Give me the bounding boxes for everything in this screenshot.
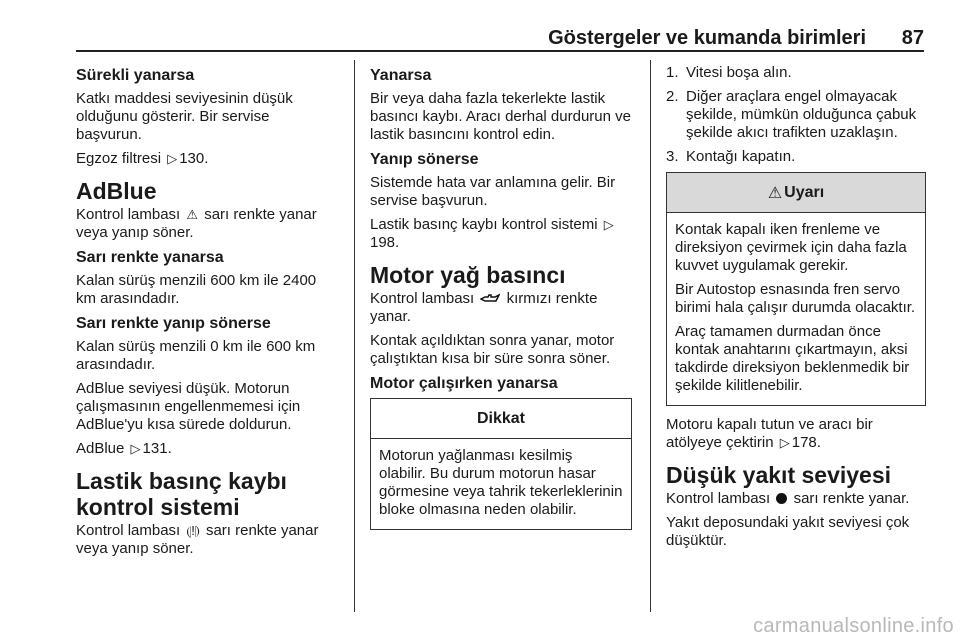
list-item: 2. Diğer araçlara engel olmayacak şekilde, mümkün olduğunca çabuk şekilde akıcı trafikten uzaklaşın. [666, 88, 917, 141]
column-right [666, 64, 926, 556]
paragraph [370, 290, 632, 326]
list-item: 1. Vitesi boşa alın. [666, 64, 792, 81]
page-number: 87 [901, 27, 924, 49]
adblue-warning-icon: ⚠ [186, 207, 199, 222]
paragraph-text: Kontrol lambası [76, 206, 181, 223]
paragraph: Kalan sürüş menzili 0 km ile 600 km arasındadır. [76, 338, 316, 373]
paragraph-text: sarı renkte yanar veya yanıp söner. [76, 522, 319, 557]
notice-text: Motorun yağlanması kesilmiş olabilir. Bu durum motorun hasar görmesine veya tahrik tekerleklerinin bloke olmasına neden olabilir. [379, 447, 623, 518]
notice-body [371, 439, 631, 529]
section-heading: Sürekli yanarsa [76, 67, 195, 84]
section-heading: Yanarsa [370, 67, 432, 84]
paragraph-text: AdBlue [76, 440, 125, 457]
paragraph: Bir veya daha fazla tekerlekte lastik basıncı kaybı. Aracı derhal durdurun ve lastik basıncını kontrol edin. [370, 90, 631, 143]
reference-arrow-icon: ▷ [130, 441, 141, 456]
page-header [76, 0, 924, 52]
watermark: carmanualsonline.info [753, 615, 954, 637]
paragraph-text: Lastik basınç kaybı kontrol sistemi [370, 216, 598, 233]
paragraph: AdBlue seviyesi düşük. Motorun çalışmasının engellenmemesi için AdBlue'yu kısa sürede doldurun. [76, 380, 301, 433]
section-heading: Yanıp sönerse [370, 151, 479, 168]
page-title: Göstergeler ve kumanda birimleri [548, 27, 866, 49]
warning-body [667, 213, 925, 405]
warning-text: Bir Autostop esnasında fren servo birimi hala çalışır durumda olacaktır. [675, 281, 916, 316]
column-divider-left [354, 60, 355, 612]
page-reference-link[interactable]: 178. [791, 434, 821, 451]
paragraph-text: sarı renkte yanar. [793, 490, 910, 507]
page-reference-link[interactable]: 198. [370, 234, 400, 251]
paragraph [76, 206, 338, 242]
oil-can-icon [480, 290, 500, 308]
page-reference-link[interactable]: 131. [142, 440, 172, 457]
reference-arrow-icon: ▷ [779, 435, 790, 450]
tire-pressure-icon: ⦇!⦈ [186, 523, 200, 538]
section-title-tire-pressure: Lastik basınç kaybı kontrol sistemi [76, 468, 287, 520]
paragraph-text: Motoru kapalı tutun ve aracı bir atölyeye çektirin [666, 416, 873, 451]
paragraph: Kontak açıldıktan sonra yanar, motor çalıştıktan kısa bir süre sonra söner. [370, 332, 615, 367]
warning-box [666, 172, 926, 406]
paragraph-text: Kontrol lambası [76, 522, 181, 539]
notice-title: Dikkat [371, 399, 631, 439]
section-title-fuel: Düşük yakıt seviyesi [666, 462, 892, 488]
reference-arrow-icon: ▷ [603, 217, 614, 232]
paragraph-with-reference [76, 150, 338, 168]
paragraph: Sistemde hata var anlamına gelir. Bir servise başvurun. [370, 174, 616, 209]
steps-list [666, 64, 926, 166]
paragraph: Kalan sürüş menzili 600 km ile 2400 km arasındadır. [76, 272, 317, 307]
paragraph-with-reference [666, 416, 926, 452]
section-title-adblue: AdBlue [76, 178, 157, 204]
warning-text: Araç tamamen durmadan önce kontak anahtarını çıkartmayın, aksi takdirde direksiyon beklenmedik bir şekilde kilitlenebilir. [675, 323, 910, 394]
paragraph [76, 522, 338, 558]
paragraph-with-reference [370, 216, 632, 252]
paragraph-text: Kontrol lambası [370, 290, 475, 307]
list-item: 3. Kontağı kapatın. [666, 148, 796, 165]
column-divider-right [650, 60, 651, 612]
paragraph: Katkı maddesi seviyesinin düşük olduğunu gösterir. Bir servise başvurun. [76, 90, 293, 143]
column-left [76, 64, 338, 564]
section-title-oil-pressure: Motor yağ basıncı [370, 262, 566, 288]
warning-title: Uyarı [784, 183, 825, 201]
column-middle [370, 64, 632, 530]
reference-arrow-icon: ▷ [167, 151, 178, 166]
fuel-level-dot-icon [776, 493, 787, 504]
section-heading: Motor çalışırken yanarsa [370, 375, 558, 392]
paragraph [666, 490, 926, 508]
paragraph: Yakıt deposundaki yakıt seviyesi çok düşüktür. [666, 514, 910, 549]
paragraph-text: Egzoz filtresi [76, 150, 162, 167]
paragraph-text: kırmızı renkte yanar. [370, 290, 598, 325]
paragraph-text: Kontrol lambası [666, 490, 771, 507]
warning-header [667, 173, 925, 213]
paragraph-with-reference [76, 440, 338, 458]
paragraph-text: sarı renkte yanar veya yanıp söner. [76, 206, 317, 241]
warning-text: Kontak kapalı iken frenleme ve direksiyon çevirmek için daha fazla kuvvet uygulamak gerekir. [675, 221, 907, 274]
warning-triangle-icon: ⚠ [767, 184, 783, 202]
page-reference-link[interactable]: 130. [179, 150, 209, 167]
notice-box [370, 398, 632, 530]
section-heading: Sarı renkte yanıp sönerse [76, 315, 271, 332]
section-heading: Sarı renkte yanarsa [76, 249, 224, 266]
